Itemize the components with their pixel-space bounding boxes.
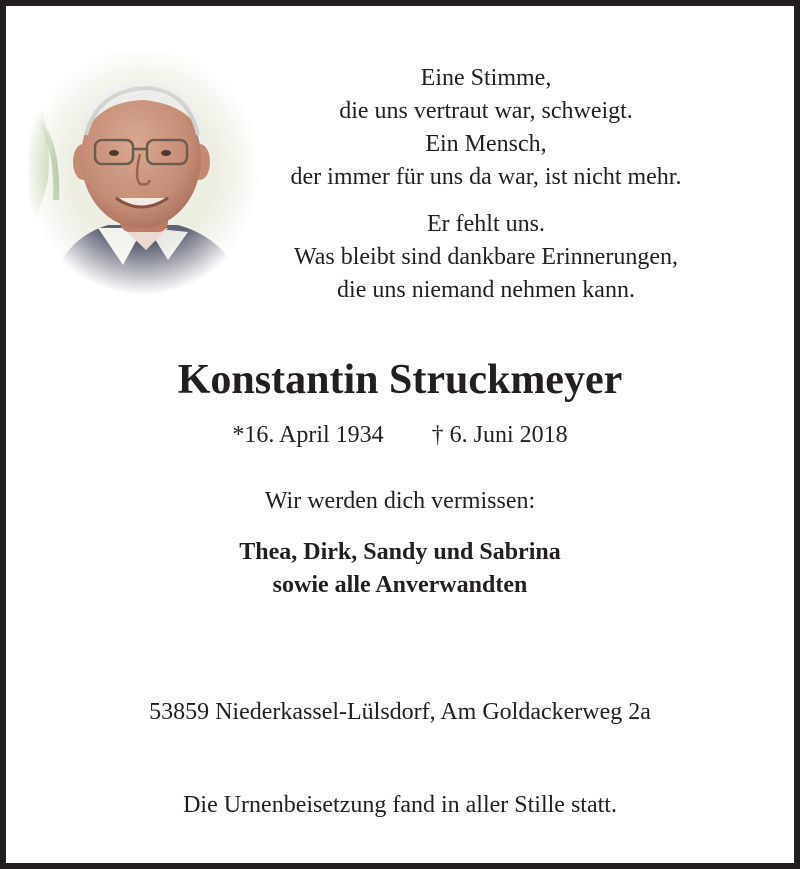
poem-line: Er fehlt uns. [427, 211, 545, 237]
family-line: sowie alle Anverwandten [272, 572, 528, 598]
poem-stanza-1 [246, 62, 726, 194]
portrait-photo [28, 50, 258, 300]
miss-line: Wir werden dich vermissen: [264, 488, 536, 514]
life-dates [6, 419, 794, 451]
poem-line: Was bleibt sind dankbare Erinnerungen, [294, 244, 678, 270]
family-names [6, 536, 794, 602]
burial-note: Die Urnenbeisetzung fand in aller Stille statt. [183, 792, 617, 818]
deceased-name: Konstantin Struckmeyer [177, 357, 623, 403]
death-date: † 6. Juni 2018 [431, 422, 568, 448]
poem-line: die uns vertraut war, schweigt. [339, 98, 633, 124]
poem-stanza-2 [246, 208, 726, 307]
poem-line: die uns niemand nehmen kann. [337, 277, 635, 303]
address: 53859 Niederkassel-Lülsdorf, Am Goldackerweg 2a [149, 699, 651, 725]
poem-line: Eine Stimme, [420, 65, 552, 91]
poem-line: der immer für uns da war, ist nicht mehr. [290, 164, 682, 190]
poem-line: Ein Mensch, [425, 131, 547, 157]
birth-date: *16. April 1934 [232, 422, 384, 448]
family-line: Thea, Dirk, Sandy und Sabrina [239, 539, 561, 565]
